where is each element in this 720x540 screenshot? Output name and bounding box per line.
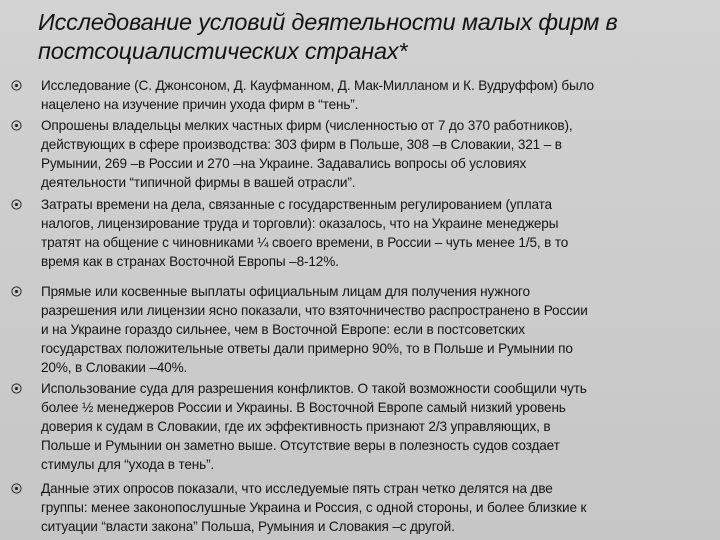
circled-dot-icon [11, 199, 22, 210]
list-item-text [41, 479, 716, 536]
text-line: группы: менее законопослушные Украина и Россия, с одной стороны, и более близкие к [41, 500, 587, 515]
text-line: ситуации “власти закона” Польша, Румыния и Словакия –с другой. [41, 519, 455, 534]
list-item-text [41, 195, 716, 271]
text-line: государствах положительные ответы дали примерно 90%, то в Польше и Румынии по [41, 341, 573, 356]
text-line: Затраты времени на дела, связанные с государственным регулированием (уплата [41, 197, 552, 212]
text-line: Использование суда для разрешения конфликтов. О такой возможности сообщили чуть [41, 381, 587, 396]
text-line: Польше и Румынии он заметно выше. Отсутствие веры в полезность судов создает [41, 438, 560, 453]
text-line: Опрошены владельцы мелких частных фирм (численностью от 7 до 370 работников), [41, 118, 573, 133]
list-item-text [41, 379, 716, 474]
circled-dot-icon [11, 80, 22, 91]
text-line: Румынии, 269 –в России и 270 –на Украине. Задавались вопросы об условиях [41, 156, 527, 171]
text-line: более ½ менеджеров России и Украины. В Восточной Европе самый низкий уровень [41, 400, 566, 415]
circled-dot-icon [11, 120, 22, 131]
text-line: налогов, лицензирование труда и торговли): оказалось, что на Украине менеджеры [41, 216, 559, 231]
text-line: Данные этих опросов показали, что исследуемые пять стран четко делятся на две [41, 481, 553, 496]
list-item-text [41, 76, 716, 114]
text-line: Прямые или косвенные выплаты официальным лицам для получения нужного [41, 284, 530, 299]
slide-title [38, 8, 698, 66]
text-line: время как в странах Восточной Европы –8-12%. [41, 254, 339, 269]
circled-dot-icon [11, 286, 22, 297]
text-line: разрешения или лицензии ясно показали, что взяточничество распространено в России [41, 303, 588, 318]
title-line-1: Исследование условий деятельности малых фирм в [38, 9, 618, 35]
text-line: тратят на общение с чиновниками ¼ своего времени, в России – чуть менее 1/5, в то [41, 235, 569, 250]
circled-dot-icon [11, 483, 22, 494]
list-item-text [41, 282, 716, 377]
text-line: деятельности “типичной фирмы в вашей отрасли”. [41, 175, 356, 190]
title-line-2: постсоциалистических странах* [38, 38, 408, 64]
circled-dot-icon [11, 383, 22, 394]
text-line: нацелено на изучение причин ухода фирм в “тень”. [41, 97, 359, 112]
text-line: стимулы для “ухода в тень”. [41, 457, 215, 472]
text-line: доверия к судам в Словакии, где их эффективность признают 2/3 управляющих, в [41, 419, 551, 434]
list-item-text [41, 116, 716, 192]
text-line: 20%, в Словакии –40%. [41, 360, 188, 375]
text-line: Исследование (С. Джонсоном, Д. Кауфманном, Д. Мак-Милланом и К. Вудруффом) было [41, 78, 594, 93]
text-line: и на Украине гораздо сильнее, чем в Восточной Европе: если в постсоветских [41, 322, 525, 337]
text-line: действующих в сфере производства: 303 фирм в Польше, 308 –в Словакии, 321 – в [41, 137, 562, 152]
